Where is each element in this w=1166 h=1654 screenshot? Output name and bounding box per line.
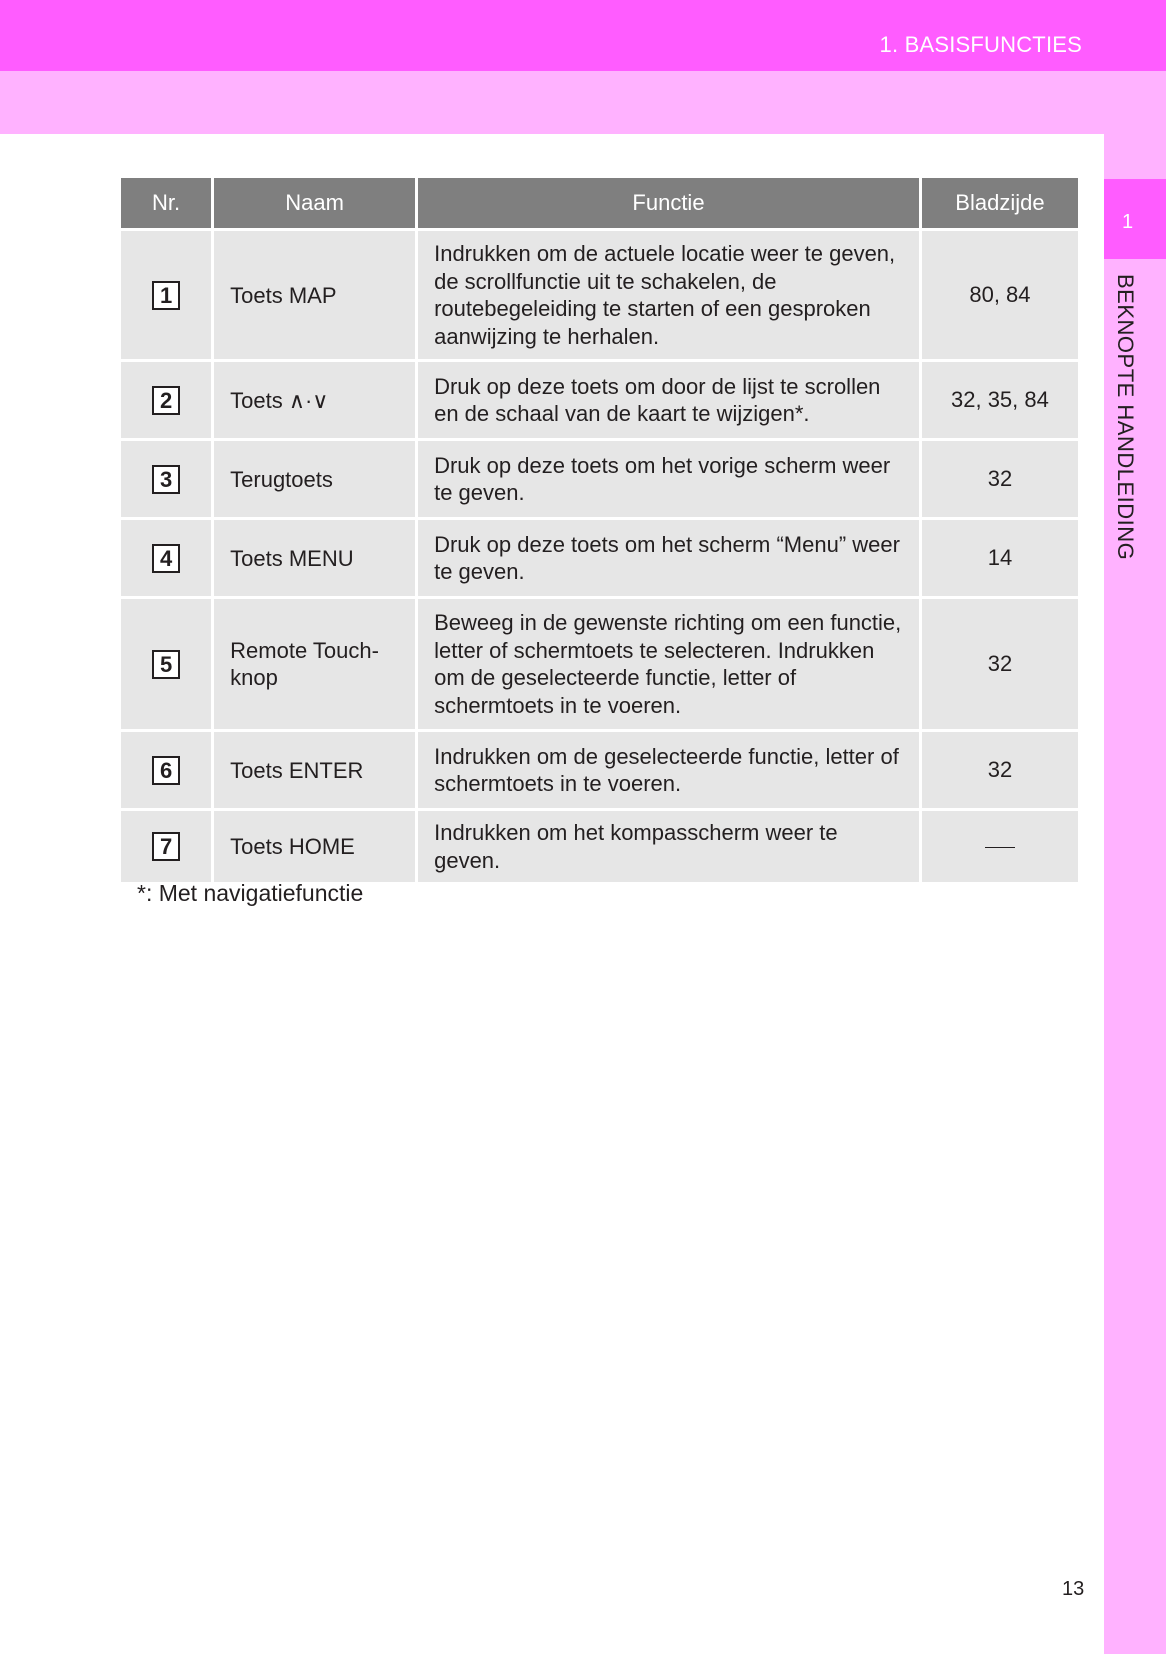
row-number: 5 <box>152 650 180 679</box>
row-number-cell <box>121 362 211 438</box>
chapter-tab <box>1104 179 1166 259</box>
row-function: Druk op deze toets om door de lijst te scrollen en de schaal van de kaart te wijzigen*. <box>418 362 919 438</box>
controls-table <box>118 175 1081 885</box>
header-bar <box>0 0 1166 71</box>
row-number-cell <box>121 599 211 729</box>
row-number: 1 <box>152 281 180 310</box>
row-function: Druk op deze toets om het scherm “Menu” weer te geven. <box>418 520 919 596</box>
row-number-cell <box>121 231 211 359</box>
table-row <box>121 599 1078 729</box>
row-page: 80, 84 <box>922 231 1078 359</box>
row-name: Toets ∧·∨ <box>214 362 415 438</box>
row-page: 14 <box>922 520 1078 596</box>
header-naam: Naam <box>214 178 415 228</box>
header-band <box>0 71 1166 134</box>
row-name: Toets ENTER <box>214 732 415 808</box>
table-header-row <box>121 178 1078 228</box>
row-number-cell <box>121 441 211 517</box>
page-number: 13 <box>1062 1578 1085 1600</box>
row-number: 2 <box>152 386 180 415</box>
row-number: 3 <box>152 465 180 494</box>
table-row <box>121 231 1078 359</box>
row-function: Indrukken om het kompasscherm weer te geven. <box>418 811 919 882</box>
row-page: 32 <box>922 441 1078 517</box>
row-function: Beweeg in de gewenste richting om een functie, letter of schermtoets te selecteren. Indrukken om de geselecteerde functie, letter of schermtoets in te voeren. <box>418 599 919 729</box>
row-name: Toets MENU <box>214 520 415 596</box>
row-number: 6 <box>152 756 180 785</box>
table-row <box>121 441 1078 517</box>
row-number-cell <box>121 811 211 882</box>
table-row <box>121 811 1078 882</box>
table-row <box>121 362 1078 438</box>
row-number: 7 <box>152 832 180 861</box>
row-function: Indrukken om de geselecteerde functie, letter of schermtoets in te voeren. <box>418 732 919 808</box>
row-name: Terugtoets <box>214 441 415 517</box>
row-function: Indrukken om de actuele locatie weer te geven, de scrollfunctie uit te schakelen, de routebegeleiding te starten of een gesproken aanwijzing te herhalen. <box>418 231 919 359</box>
header-bladzijde: Bladzijde <box>922 178 1078 228</box>
row-page: 32, 35, 84 <box>922 362 1078 438</box>
row-function: Druk op deze toets om het vorige scherm weer te geven. <box>418 441 919 517</box>
chapter-title: BEKNOPTE HANDLEIDING <box>1113 274 1138 561</box>
row-number: 4 <box>152 544 180 573</box>
chapter-number: 1 <box>1122 211 1134 233</box>
table-row <box>121 732 1078 808</box>
row-name: Toets MAP <box>214 231 415 359</box>
row-page-none <box>922 811 1078 882</box>
no-page-dash <box>985 847 1015 848</box>
table-row <box>121 520 1078 596</box>
header-nr: Nr. <box>121 178 211 228</box>
row-name: Toets HOME <box>214 811 415 882</box>
row-page: 32 <box>922 599 1078 729</box>
header-functie: Functie <box>418 178 919 228</box>
row-number-cell <box>121 732 211 808</box>
section-title: 1. BASISFUNCTIES <box>879 32 1082 57</box>
row-name: Remote Touch-knop <box>214 599 415 729</box>
footnote: *: Met navigatiefunctie <box>137 880 364 906</box>
row-page: 32 <box>922 732 1078 808</box>
row-number-cell <box>121 520 211 596</box>
